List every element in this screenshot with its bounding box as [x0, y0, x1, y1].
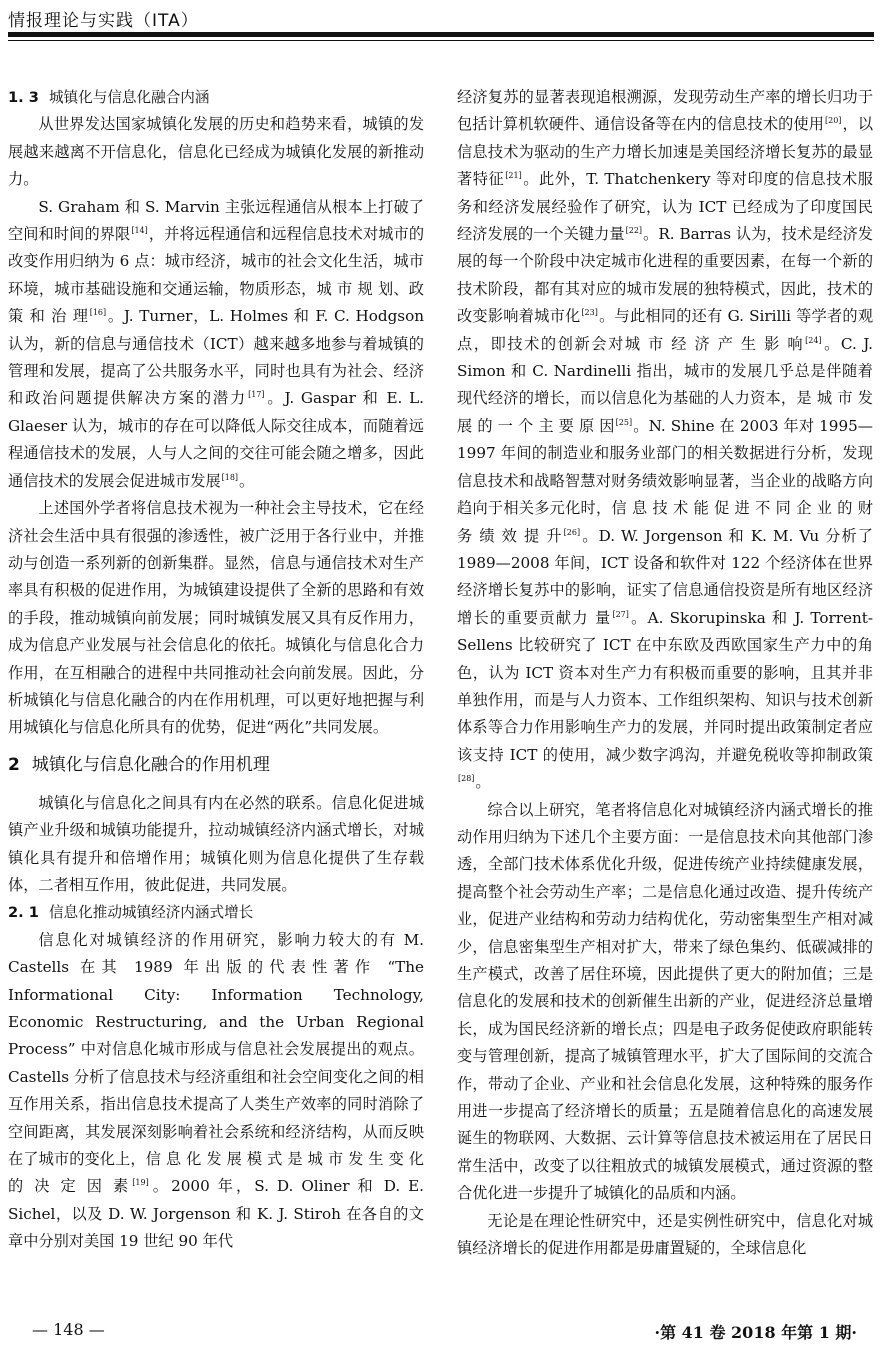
citation-ref: [27] [612, 609, 629, 619]
text-run: 。A. Skorupinska 和 J. Torrent-Sellens 比较研究了 ICT 在中东欧及西欧国家生产力中的角色，认为 ICT 资本对生产力有积极而重要的影响，且其并非单独作用，而是与人力资本、工作组织架构、知识与技术创新体系等合力作用影响生产力的发展，并同时提出政策制定者应该支持 ICT 的使用，减少数字鸿沟，并避免税收等抑制政策 [457, 608, 873, 764]
text-run: 经济复苏的显著表现追根溯源，发现劳动生产率的增长归功于包括计算机软硬件、通信设备等在内的信息技术的使用 [457, 88, 873, 134]
right-column [457, 84, 873, 1262]
section-number: 2 [8, 754, 20, 775]
section-title: 信息化推动城镇经济内涵式增长 [48, 904, 254, 922]
citation-ref: [18] [221, 472, 239, 482]
citation-ref: [14] [131, 226, 148, 236]
section-number: 2. 1 [8, 904, 39, 922]
section-title: 城镇化与信息化融合的作用机理 [31, 754, 270, 775]
paragraph-continued [457, 84, 873, 797]
left-column [8, 84, 424, 1256]
section-title: 城镇化与信息化融合内涵 [48, 89, 210, 106]
citation-ref: [17] [248, 390, 265, 400]
text-run: 。2000 年，S. D. Oliner 和 D. E. Sichel，以及 D. W. Jorgenson 和 K. J. Stiroh 在各自的文章中分别对美国 19 世纪 90 年代 [8, 1177, 425, 1251]
header-rule-thick [8, 32, 874, 37]
paragraph: 无论是在理论性研究中，还是实例性研究中，信息化对城镇经济增长的促进作用都是毋庸置疑的，全球信息化 [457, 1211, 873, 1258]
section-heading-2-1 [8, 899, 424, 926]
text-run: ，以信息技术为驱动的生产力增长加速是美国经济增长复苏的最显著特征 [457, 115, 874, 189]
text-run: 。此外，T. Thatchenkery 等对印度的信息技术服务和经济发展经验作了研究，认为 ICT 已经成为了印度国民经济发展的一个关键力量 [457, 170, 873, 244]
citation-ref: [19] [132, 1178, 149, 1188]
text-run: S. Graham 和 S. Marvin 主张远程通信从根本上打破了空间和时间的界限 [8, 197, 424, 244]
citation-ref: [28] [458, 774, 475, 784]
paragraph [8, 194, 424, 495]
journal-running-head: 情报理论与实践（ITA） [8, 11, 199, 31]
text-run: ，并将远程通信和远程信息技术对城市的改变作用归纳为 6 点：城市经济，城市的社会文化生活，城市环境，城市基础设施和交通运输，物质形态，城 市 规 划、政 策 和 治 理 [8, 225, 425, 326]
text-run: 。 [475, 773, 491, 792]
citation-ref: [21] [505, 171, 522, 181]
paragraph: 综合以上研究，笔者将信息化对城镇经济内涵式增长的推动作用归纳为下述几个主要方面：一是信息技术向其他部门渗透，全部门技术体系优化升级，促进传统产业持续健康发展，提高整个社会劳动生产率；二是信息化通过改造、提升传统产业，促进产业结构和劳动力结构优化，劳动密集型生产相对减少，信息密集型生产相对扩大，带来了绿色集约、低碳减排的生产模式，改善了居住环境，因此提供了更大的附加值；三是信息化的发展和技术的创新催生出新的产业，促进经济总量增长，成为国民经济新的增长点；四是电子政务促使政府职能转变与管理创新，提高了城镇管理水平，扩大了国际间的交流合作，带动了企业、产业和社会信息化发展，这种特殊的服务作用进一步提高了经济增长的质量；五是随着信息化的高速发展诞生的物联网、大数据、云计算等信息技术被运用在了居民日常生活中，改变了以往粗放式的城镇发展模式，通过资源的整合优化进一步提升了城镇化的品质和内涵。 [457, 800, 873, 1203]
section-heading-2 [8, 748, 424, 782]
citation-ref: [22] [625, 226, 643, 236]
text-run: 。J. Turner，L. Holmes 和 F. C. Hodgson 认为，新的信息与通信技术（ICT）越来越多地参与着城镇的管理和发展，提高了公共服务水平，同时也具有为社会、经济和政治问题提供解决方案的潜力 [8, 307, 425, 408]
text-run: 。N. Shine 在 2003 年对 1995—1997 年间的制造业和服务业部门的相关数据进行分析，发现信息技术和战略智慧对财务绩效影响显著，当企业的战略方向趋向于相关多元化时，信 息 技 术 能 促 进 不 同 企 业 的 财 务 绩 效 提 升 [457, 416, 873, 545]
paragraph: 城镇化与信息化之间具有内在必然的联系。信息化促进城镇产业升级和城镇功能提升，拉动城镇经济内涵式增长，对城镇化具有提升和倍增作用；城镇化则为信息化提供了生存载体，二者相互作用，彼此促进，共同发展。 [8, 793, 424, 894]
text-run: 。C. J. Simon 和 C. Nardinelli 指出，城市的发展几乎总是伴随着现代经济的增长，而以信息化为基础的人力资本，是 城 市 发 展 的 一 个 主 要 原 因 [457, 334, 873, 435]
page-number: — 148 — [32, 1320, 105, 1339]
text-run: 。与此相同的还有 G. Sirilli 等学者的观点，即技术的创新会对城 市 经 济 产 生 影 响 [457, 307, 874, 353]
citation-ref: [16] [89, 308, 107, 318]
paragraph [8, 927, 424, 1256]
citation-ref: [24] [805, 335, 822, 345]
section-number: 1. 3 [8, 89, 39, 106]
text-run: 。J. Gaspar 和 E. L. Glaeser 认为，城市的存在可以降低人际交往成本，而随着远程通信技术的发展，人与人之间的交往可能会随之增多，因此通信技术的发展会促进城市发展 [8, 389, 424, 490]
paragraph: 上述国外学者将信息技术视为一种社会主导技术，它在经济社会生活中具有很强的渗透性，被广泛用于各行业中，并推动与创造一系列新的创新集群。显然，信息与通信技术对生产率具有积极的促进作用，为城镇建设提供了全新的思路和有效的手段，推动城镇向前发展；同时城镇发展又具有反作用力，成为信息产业发展与社会信息化的依托。城镇化与信息化合力作用，在互相融合的进程中共同推动社会向前发展。因此，分析城镇化与信息化融合的内在作用机理，可以更好地把握与利用城镇化与信息化所具有的优势，促进“两化”共同发展。 [8, 499, 424, 737]
citation-ref: [26] [563, 527, 581, 537]
issue-info: ·第 41 卷 2018 年第 1 期· [654, 1323, 857, 1342]
citation-ref: [23] [581, 308, 598, 318]
paragraph: 从世界发达国家城镇化发展的历史和趋势来看，城镇的发展越来越离不开信息化，信息化已经成为城镇化发展的新推动力。 [8, 115, 424, 189]
text-run: 信息化对城镇经济的作用研究，影响力较大的有 M. Castells 在其 1989 年出版的代表性著作 “The Informational City: Information Technology, Economic Restructuring, and the Urban Regional Process” 中对信息化城市形成与信息社会发展提出的观点。Castells 分析了信息技术与经济重组和社会空间变化之间的相互作用关系，指出信息技术提高了人类生产效率的同时消除了空间距离，其发展深刻影响着社会系统和经济结构，从而反映在了城市的变化上，信 息 化 发 展 模 式 是 城 市 发 生 变 化 的 决 定 因 素 [8, 930, 424, 1196]
text-run: 。 [239, 471, 255, 490]
text-run: 。D. W. Jorgenson 和 K. M. Vu 分析了 1989—2008 年间，ICT 设备和软件对 122 个经济体在世界经济增长复苏中的影响，证实了信息通信投资是所有地区经济增长的重要贡献力 量 [457, 526, 873, 627]
citation-ref: [20] [825, 116, 842, 126]
section-heading-1-3 [8, 84, 424, 111]
text-run: 。R. Barras 认为，技术是经济发展的每一个阶段中决定城市化进程的重要因素，在每一个新的技术阶段，都有其对应的城市发展的独特模式，因此，技术的改变影响着城市化 [457, 225, 873, 326]
header-rule-thin [8, 40, 874, 41]
citation-ref: [25] [615, 417, 633, 427]
